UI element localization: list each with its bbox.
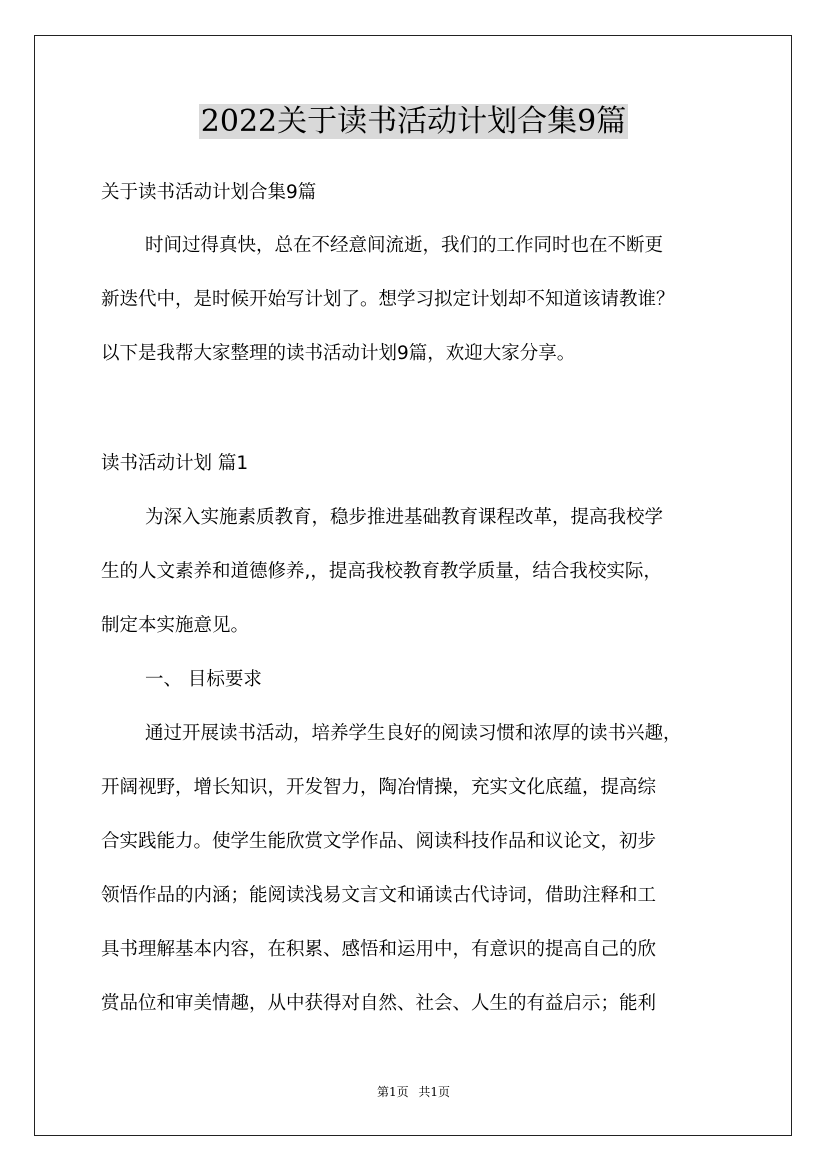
page-footer: [0, 1083, 827, 1101]
paragraph-line: 为深入实施素质教育，稳步推进基础教育课程改革，提高我校学: [145, 507, 664, 528]
document-title: [0, 100, 827, 144]
subtitle-line: 关于读书活动计划合集9篇: [101, 182, 317, 203]
section-heading: 读书活动计划 篇1: [101, 453, 249, 474]
paragraph-line: 生的人文素养和道德修养,，提高我校教育教学质量，结合我校实际，: [101, 561, 662, 582]
paragraph-line: 赏品位和审美情趣，从中获得对自然、社会、人生的有益启示；能利: [101, 993, 657, 1014]
paragraph-line: 制定本实施意见。: [101, 615, 250, 636]
paragraph-line: 合实践能力。使学生能欣赏文学作品、阅读科技作品和议论文，初步: [101, 831, 657, 852]
paragraph-line: 新迭代中，是时候开始写计划了。想学习拟定计划却不知道该请教谁？: [101, 289, 675, 310]
paragraph-line: 领悟作品的内涵；能阅读浅易文言文和诵读古代诗词，借助注释和工: [101, 885, 657, 906]
subsection-heading: 一、 目标要求: [145, 669, 262, 690]
paragraph-line: 通过开展读书活动，培养学生良好的阅读习惯和浓厚的读书兴趣，: [145, 723, 682, 744]
paragraph-line: 具书理解基本内容，在积累、感悟和运用中，有意识的提高自己的欣: [101, 939, 657, 960]
paragraph-line: 时间过得真快，总在不经意间流逝，我们的工作同时也在不断更: [145, 235, 664, 256]
paragraph-line: 开阔视野，增长知识，开发智力，陶冶情操，充实文化底蕴，提高综: [101, 777, 657, 798]
page-number: 第1页: [376, 1085, 409, 1099]
paragraph-line: 以下是我帮大家整理的读书活动计划9篇，欢迎大家分享。: [101, 343, 576, 364]
page-total: 共1页: [418, 1085, 451, 1099]
document-title-text: 2022关于读书活动计划合集9篇: [200, 104, 627, 139]
